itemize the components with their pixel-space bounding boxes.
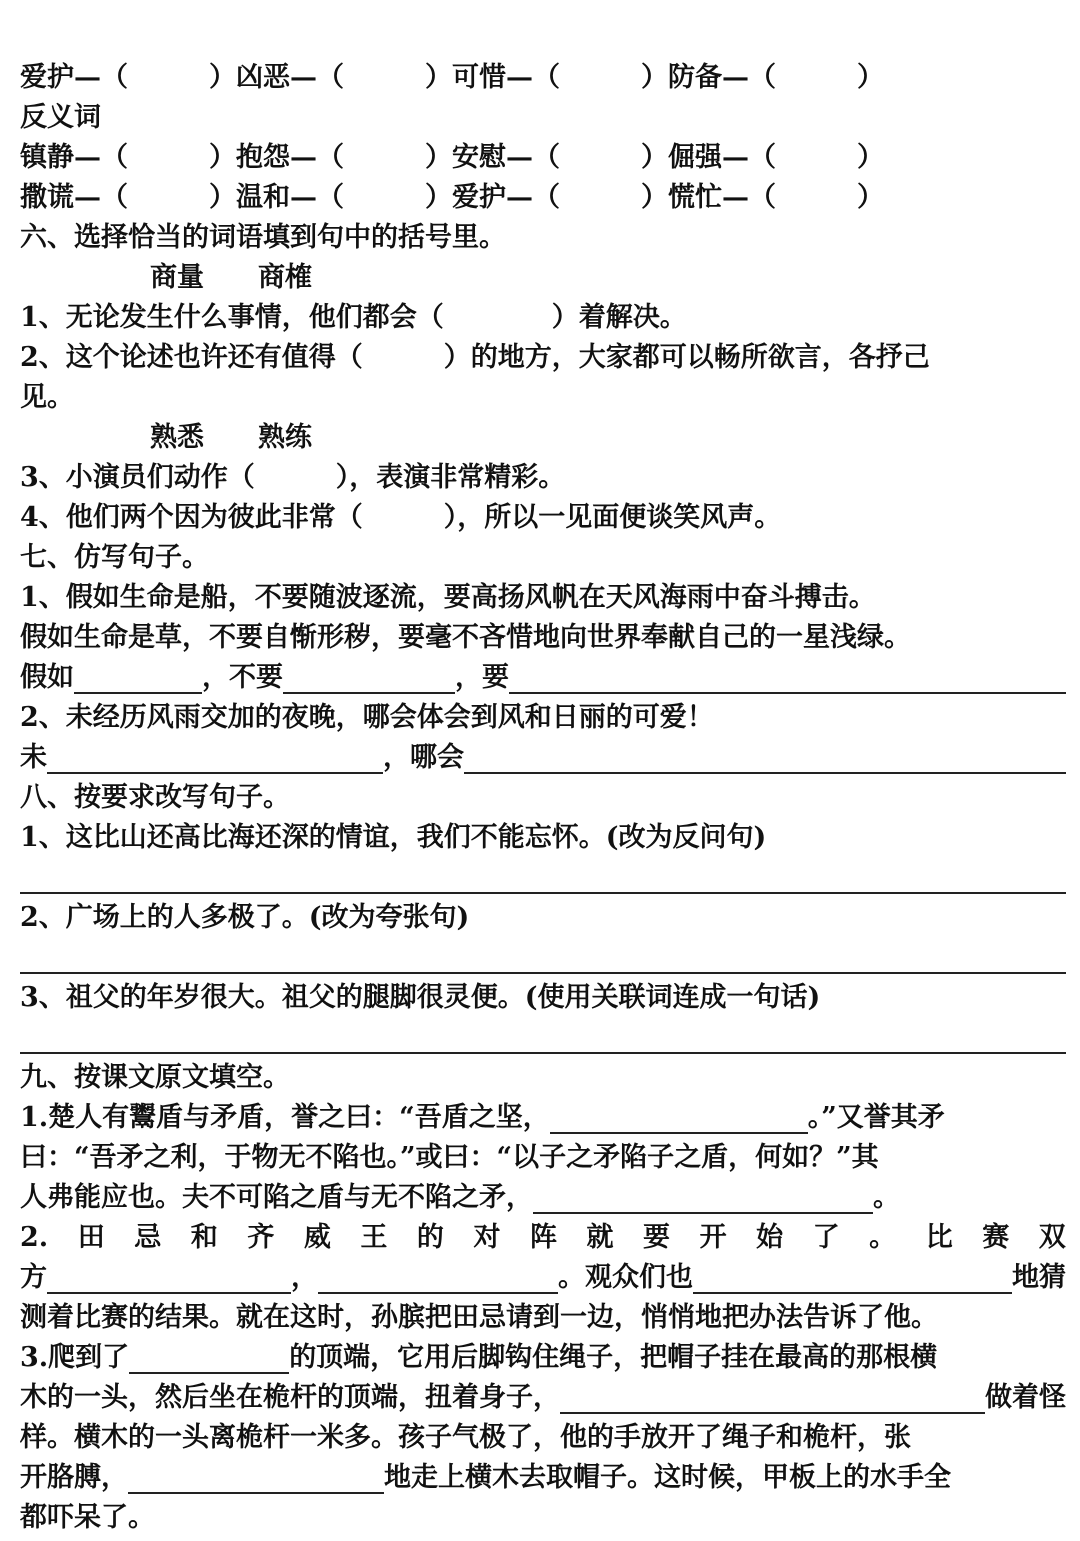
s8-question-3-text: 3、祖父的年岁很大。祖父的腿脚很灵便。(使用关联词连成一句话) (20, 982, 821, 1013)
s6-question-4-text: 4、他们两个因为彼此非常（ ），所以一见面便谈笑风声。 (20, 502, 782, 533)
word-choice-2-text: 熟悉 熟练 (150, 422, 312, 453)
s9-p2-char: 了 (812, 1222, 840, 1253)
s7-fill-2-prefix: 未 (20, 742, 47, 773)
s9-p2-char: 王 (360, 1222, 388, 1253)
s9-p1-text-b: 。”又誉其矛 (807, 1102, 945, 1133)
s9-p2-text-a: 方 (20, 1262, 47, 1293)
s9-p1-text-e: 。 (873, 1182, 900, 1213)
s9-passage-1-line-2 (20, 1138, 1066, 1178)
s9-p2-char: 比 (925, 1222, 953, 1253)
section-9-title-text: 九、按课文原文填空。 (20, 1062, 290, 1093)
s6-question-2-cont-text: 见。 (20, 382, 74, 413)
section-7-title-text: 七、仿写句子。 (20, 542, 209, 573)
s9-p1-text-d: 人弗能应也。夫不可陷之盾与无不陷之矛， (20, 1182, 533, 1213)
section-8-title-text: 八、按要求改写句子。 (20, 782, 290, 813)
s9-p2-char: 就 (586, 1222, 614, 1253)
antonym-row-2-text: 撒谎—（ ）温和—（ ）爱护—（ ）慌忙—（ ） (20, 182, 884, 213)
s7-fill-2-mid: ，哪会 (383, 742, 464, 773)
s9-p2-char: 齐 (247, 1222, 275, 1253)
s9-passage-3-line-1 (20, 1338, 1066, 1378)
s9-passage-3-line-4 (20, 1458, 1066, 1498)
synonym-row-text: 爱护—（ ）凶恶—（ ）可惜—（ ）防备—（ ） (20, 62, 884, 93)
s9-p3-text-b: 的顶端，它用后脚钩住绳子，把帽子挂在最高的那根横 (289, 1342, 938, 1373)
answer-blank[interactable] (533, 1178, 873, 1214)
s8-question-1 (20, 818, 1066, 858)
s9-p3-text-h: 都吓呆了。 (20, 1502, 155, 1533)
s7-fill-1-mid: ，不要 (202, 662, 283, 693)
answer-blank[interactable] (464, 738, 1066, 774)
s9-p2-char: 威 (303, 1222, 331, 1253)
answer-blank[interactable] (560, 1378, 985, 1414)
s9-p2-text-d: 地猜 (1012, 1262, 1066, 1293)
answer-blank[interactable] (47, 1258, 291, 1294)
antonym-row-2 (20, 178, 1066, 218)
s8-question-1-text: 1、这比山还高比海还深的情谊，我们不能忘怀。(改为反问句) (20, 822, 767, 853)
section-7-title (20, 538, 1066, 578)
s7-example-text: 假如生命是草，不要自惭形秽，要毫不吝惜地向世界奉献自己的一星浅绿。 (20, 622, 911, 653)
s6-question-3-text: 3、小演员们动作（ ），表演非常精彩。 (20, 462, 566, 493)
s8-question-3 (20, 978, 1066, 1018)
s8-question-2-text: 2、广场上的人多极了。(改为夸张句) (20, 902, 470, 933)
s9-p2-text-e: 测着比赛的结果。就在这时，孙膑把田忌请到一边，悄悄地把办法告诉了他。 (20, 1302, 938, 1333)
answer-blank[interactable] (129, 1338, 289, 1374)
s9-p2-char: 2. (20, 1222, 49, 1253)
s9-p2-char: 对 (473, 1222, 501, 1253)
s9-passage-2-line-2 (20, 1258, 1066, 1298)
s9-p2-text-c: 。观众们也 (558, 1262, 693, 1293)
s9-passage-1-line-1 (20, 1098, 1066, 1138)
s9-p2-char: 。 (869, 1222, 897, 1253)
answer-blank[interactable] (693, 1258, 1012, 1294)
answer-blank[interactable] (283, 658, 455, 694)
s9-p1-text-a: 1.楚人有鬻盾与矛盾，誉之曰：“吾盾之坚， (20, 1102, 550, 1133)
s9-p2-char: 赛 (982, 1222, 1010, 1253)
s6-question-3 (20, 458, 1066, 498)
s6-question-2 (20, 338, 1066, 378)
s9-passage-2-line-1 (20, 1218, 1066, 1258)
s6-question-1 (20, 298, 1066, 338)
s9-p2-char: 和 (190, 1222, 218, 1253)
worksheet-page (20, 58, 1066, 1538)
s9-p3-text-e: 样。横木的一头离桅杆一米多。孩子气极了，他的手放开了绳子和桅杆，张 (20, 1422, 911, 1453)
answer-line[interactable] (20, 1052, 1066, 1054)
s9-p2-char: 双 (1038, 1222, 1066, 1253)
s9-p2-char: 要 (643, 1222, 671, 1253)
s6-question-2-cont (20, 378, 1066, 418)
s8-answer-line-3[interactable] (20, 1018, 1066, 1058)
s7-fill-1-prefix: 假如 (20, 662, 74, 693)
s9-p3-text-d: 做着怪 (985, 1382, 1066, 1413)
s7-example (20, 618, 1066, 658)
word-choice-1 (20, 258, 1066, 298)
s8-question-2 (20, 898, 1066, 938)
answer-blank[interactable] (550, 1098, 808, 1134)
s9-passage-3-line-5 (20, 1498, 1066, 1538)
answer-blank[interactable] (128, 1458, 384, 1494)
section-6-title (20, 218, 1066, 258)
s6-question-2-text: 2、这个论述也许还有值得（ ）的地方，大家都可以畅所欲言，各抒己 (20, 342, 930, 373)
s6-question-1-text: 1、无论发生什么事情，他们都会（ ）着解决。 (20, 302, 687, 333)
s6-question-4 (20, 498, 1066, 538)
s9-p2-text-b: ， (291, 1262, 318, 1293)
answer-line[interactable] (20, 892, 1066, 894)
s7-fill-1-mid2: ，要 (455, 662, 509, 693)
antonym-row-1-text: 镇静—（ ）抱怨—（ ）安慰—（ ）倔强—（ ） (20, 142, 884, 173)
s9-p1-text-c: 曰：“吾矛之利，于物无不陷也。”或曰：“以子之矛陷子之盾，何如？”其 (20, 1142, 879, 1173)
answer-line[interactable] (20, 972, 1066, 974)
s9-p2-char: 的 (416, 1222, 444, 1253)
s9-p3-text-g: 地走上横木去取帽子。这时候，甲板上的水手全 (384, 1462, 951, 1493)
antonym-title-text: 反义词 (20, 102, 101, 133)
s9-passage-3-line-3 (20, 1418, 1066, 1458)
synonym-row (20, 58, 1066, 98)
section-9-title (20, 1058, 1066, 1098)
s9-p3-text-a: 3.爬到了 (20, 1342, 130, 1373)
answer-blank[interactable] (318, 1258, 558, 1294)
answer-blank[interactable] (47, 738, 383, 774)
s9-p2-char: 开 (699, 1222, 727, 1253)
s7-question-1 (20, 578, 1066, 618)
s9-passage-2-line-3 (20, 1298, 1066, 1338)
s8-answer-line-2[interactable] (20, 938, 1066, 978)
s9-p2-char: 阵 (529, 1222, 557, 1253)
s7-question-2 (20, 698, 1066, 738)
s7-question-2-text: 2、未经历风雨交加的夜晚，哪会体会到风和日丽的可爱！ (20, 702, 714, 733)
antonym-row-1 (20, 138, 1066, 178)
s9-p2-char: 忌 (134, 1222, 162, 1253)
answer-blank[interactable] (74, 658, 202, 694)
s9-passage-3-line-2 (20, 1378, 1066, 1418)
antonym-title (20, 98, 1066, 138)
s9-p2-char: 田 (77, 1222, 105, 1253)
s7-fill-1 (20, 658, 1066, 698)
answer-blank[interactable] (509, 658, 1066, 694)
s9-passage-1-line-3 (20, 1178, 1066, 1218)
s7-question-1-text: 1、假如生命是船，不要随波逐流，要高扬风帆在天风海雨中奋斗搏击。 (20, 582, 876, 613)
s9-p3-text-f: 开胳膊， (20, 1462, 128, 1493)
word-choice-1-text: 商量 商榷 (150, 262, 312, 293)
section-6-title-text: 六、选择恰当的词语填到句中的括号里。 (20, 222, 506, 253)
s9-p3-text-c: 木的一头，然后坐在桅杆的顶端，扭着身子， (20, 1382, 560, 1413)
word-choice-2 (20, 418, 1066, 458)
section-8-title (20, 778, 1066, 818)
s8-answer-line-1[interactable] (20, 858, 1066, 898)
s9-p2-char: 始 (756, 1222, 784, 1253)
s7-fill-2 (20, 738, 1066, 778)
